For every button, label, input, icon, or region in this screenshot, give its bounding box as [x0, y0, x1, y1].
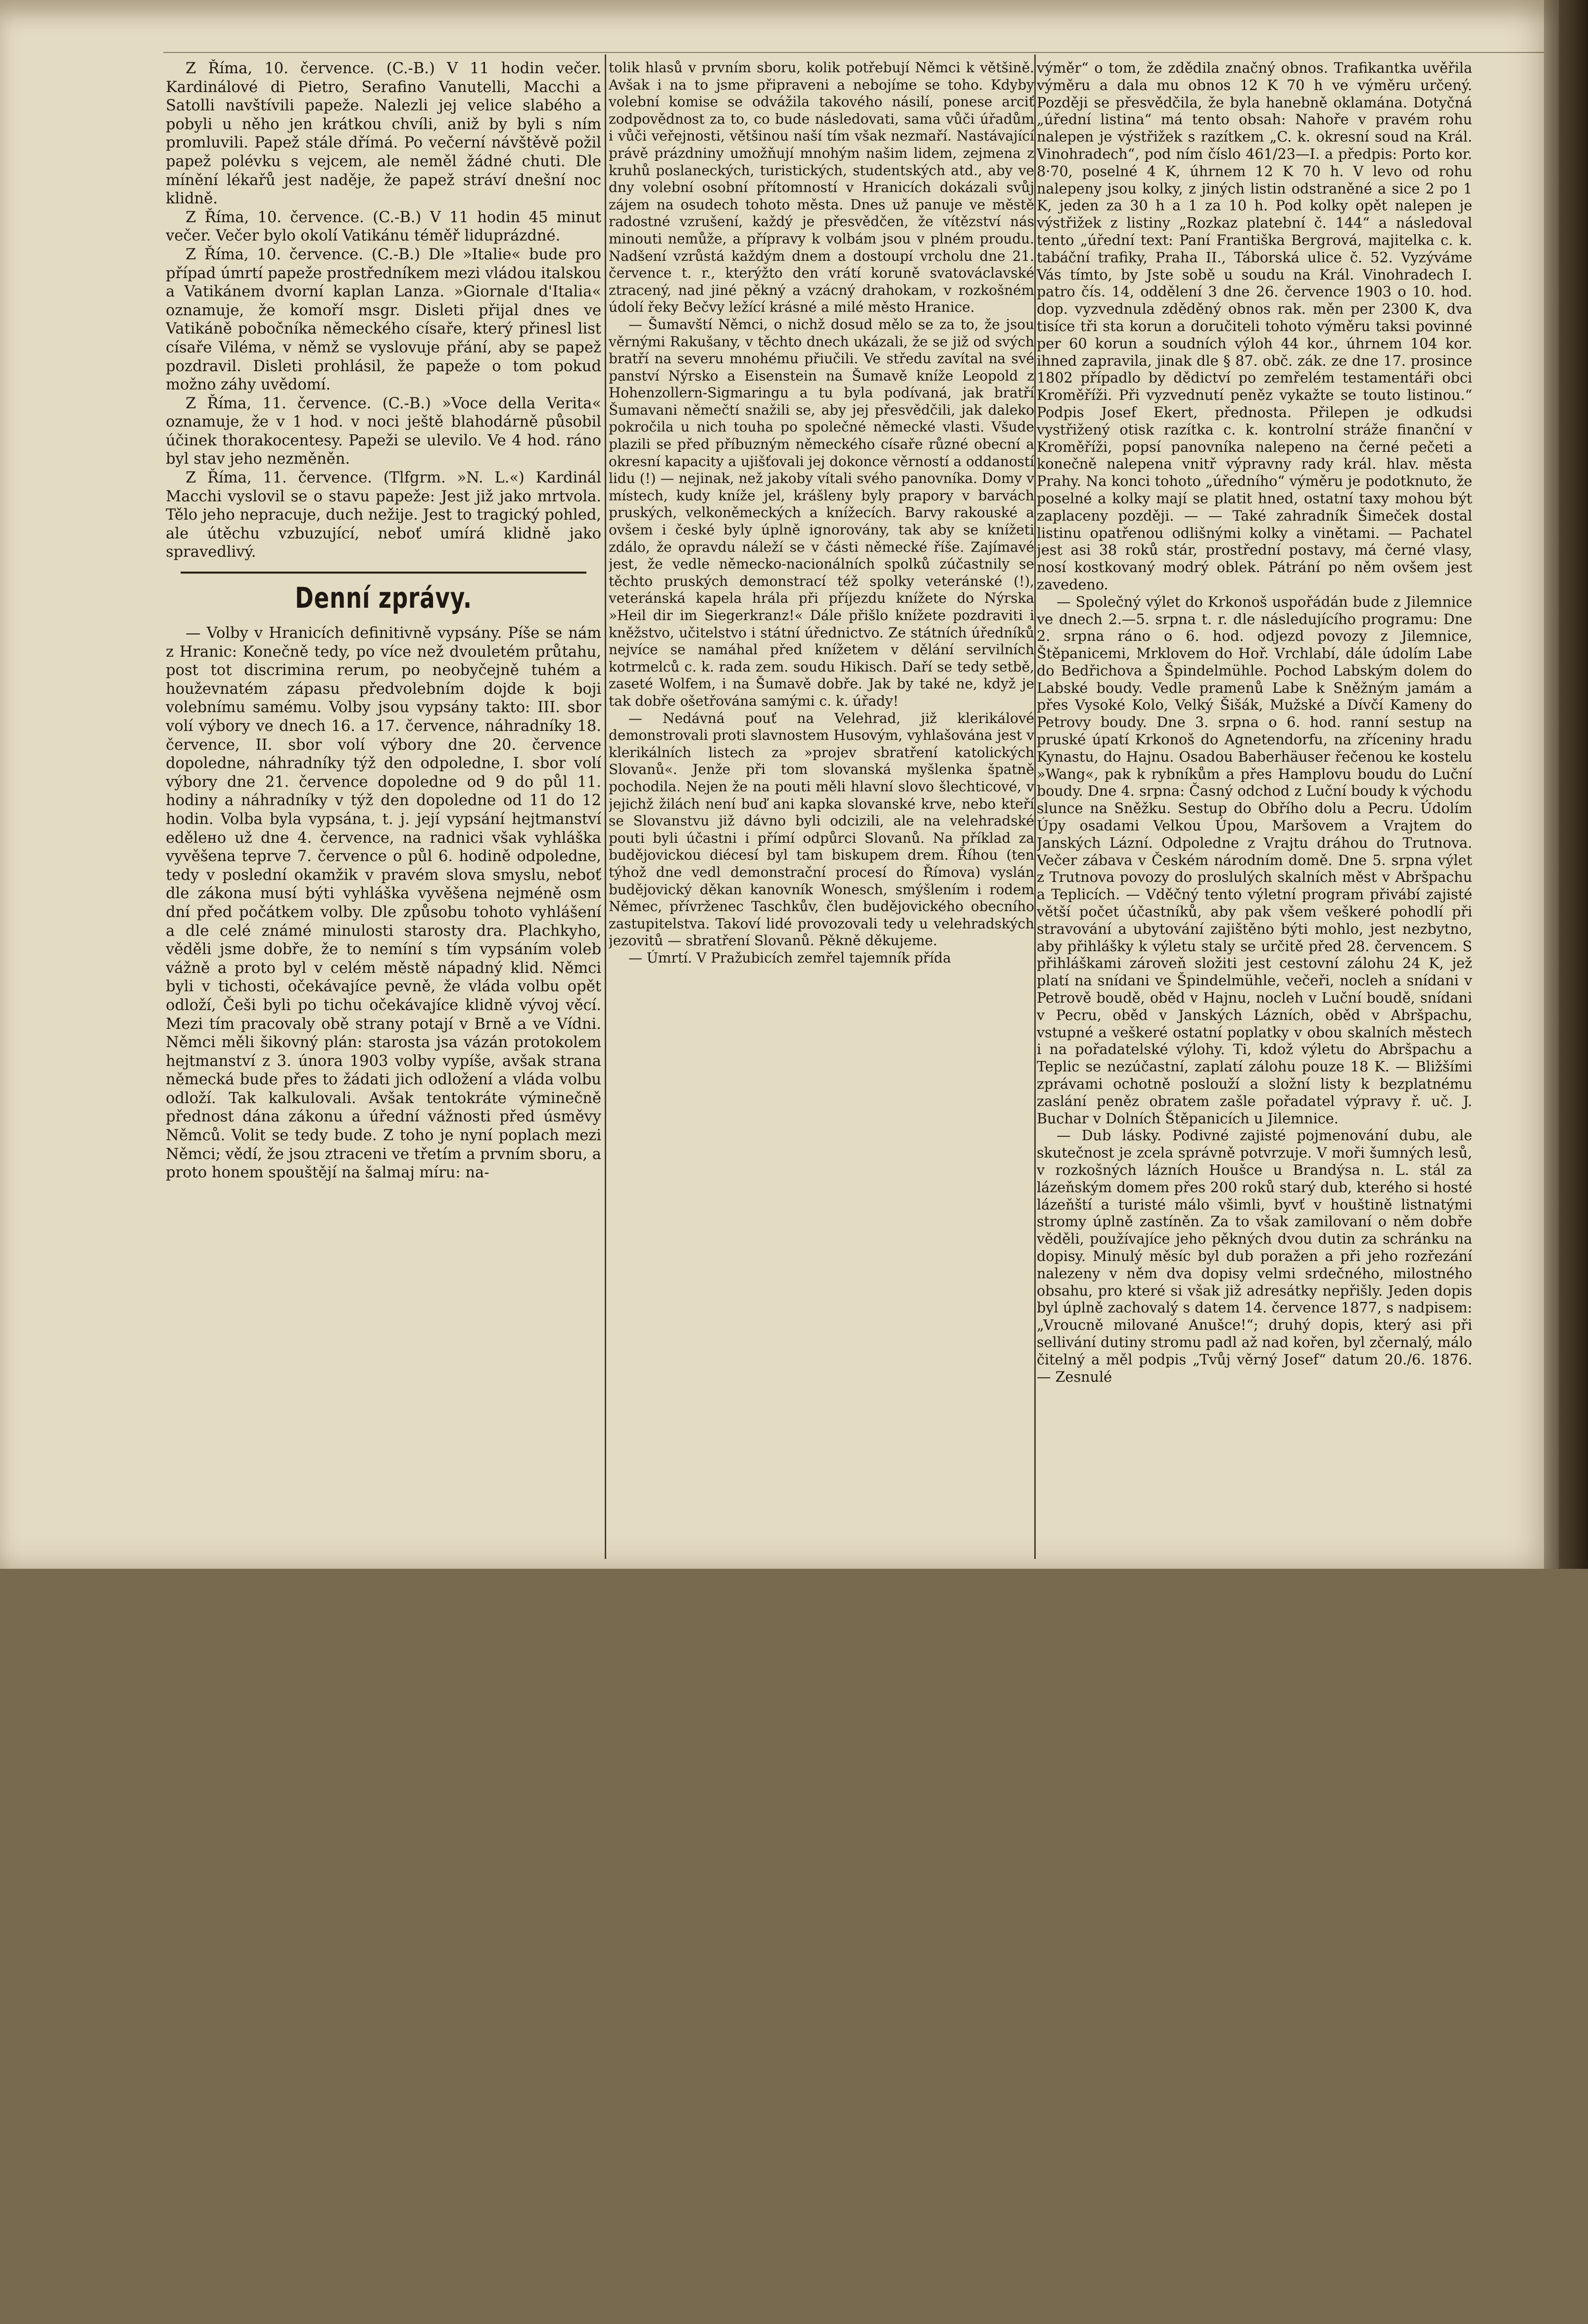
section-divider [181, 572, 586, 574]
header-rule [163, 52, 1544, 53]
column-divider-2 [1034, 54, 1036, 1559]
rome-report-4: Z Říma, 11. července. (C.-B.) »Voce della Verita« oznamuje, že v 1 hod. v noci ještě blahodárně působil účinek thorakocentesy. Papeži se ulevilo. Ve 4 hod. ráno byl stav jeho nezměněn. [166, 394, 601, 468]
news-item-death: — Úmrtí. V Pražubicích zemřel tajemník přída [628, 949, 951, 966]
news-item-continuation: tolik hlasů v prvním sboru, kolik potřebují Němci k většině. Avšak i na to jsme připraveni a nebojíme se toho. Kdyby volební komise se odvážila takového násilí, ponese arciť zodpovědnost za to, co bude následovati, sama vůči úřadům i vůči veřejnosti, většinou naší tím však nezmaří. Nastávající právě prázdniny umožňují mnohým našim lidem, zejmena z kruhů poslaneckých, turistických, studentských atd., aby ve dny volební osobní přítomností v Hranicích dokázali svůj zájem na osudech tohoto města. Dnes už panuje ve městě radostné vzrušení, každý je přesvědčen, že vítězství nás minouti nemůže, a přípravy k volbám jsou v plném proudu. Nadšení vzrůstá každým dnem a dostoupí vrcholu dne 21. července t. r., kterýžto den vrátí koruně svatováclavské ztracený, nad jiné pěkný a vzácný drahokam, v rozkošném údolí řeky Bečvy ležící krásné a milé město Hranice. [609, 59, 1034, 316]
column-3 [1037, 59, 1472, 1559]
news-item-hranice-elections: — Volby v Hranicích definitivně vypsány. Píše se nám z Hranic: Konečně tedy, po více než dvouletém průtahu, post tot discrimina rerum, po neobyčejně tuhém a houževnatém zápasu předvolebním dojde k boji volebnímu samému. Volby jsou vypsány takto: III. sbor volí výbory ve dnech 16. a 17. července, náhradníky 18. července, II. sbor volí výbory dne 20. července dopoledne, náhradníky týž den odpoledne, I. sbor volí výbory dne 21. července dopoledne od 9 do půl 11. hodiny a náhradníky v týž den dopoledne od 11 do 12 hodin. Volba byla vypsána, t. j. její vypsání hejtmanství edělено už dne 4. července, na radnici však vyhláška vyvěšena teprve 7. července o půl 6. hodině odpoledne, tedy v poslední okamžik v pravém slova smyslu, neboť dle zákona musí býti vyhláška vyvěšena nejméně osm dní před počátkem volby. Dle způsobu tohoto vyhlášení a dle celé známé minulosti starosty dra. Plachkyho, věděli jsme dobře, že to nemíní s tím vypsáním voleb vážně a proto byl v celém městě nápadný klid. Němci byli v tichosti, očekávajíce pevně, že vláda volbu opět odloží, Češi byli po tichu očekávajíce klidně vývoj věcí. Mezi tím pracovaly obě strany potají v Brně a ve Vídni. Němci měli šikovný plán: starosta jsa vázán protokolem hejtmanství z 3. února 1903 volby vypíše, avšak strana německá bude přes to žádati jich odložení a vláda volbu odloží. Tak kalkulovali. Avšak tentokráte výminečně přednost dána zákonu a úřední vážnosti před úsměvy Němců. Volit se tedy bude. Z toho je nyní poplach mezi Němci; vědí, že jsou ztraceni ve třetím a prvním sboru, a proto honem spouštějí na šalmaj míru: na- [166, 625, 601, 1182]
rome-report-1: Z Říma, 10. července. (C.-B.) V 11 hodin večer. Kardinálové di Pietro, Serafino Vanutelli, Macchi a Satolli navštívili papeže. Nalezli jej velice slabého a pobyli u něho jen krátkou chvíli, aniž by byli s ním promluvili. Papež stále dřímá. Po večerní návštěvě požil papež polévku s vejcem, ale neměl žádné chuti. Dle mínění lékařů jest naděje, že papež stráví dnešní noc klidně. [166, 60, 601, 208]
news-item-oak-of-love: — Dub lásky. Podivné zajisté pojmenování dubu, ale skutečnost je zcela správně potvrzuje. V moři šumných lesů, v rozkošných lázních Houšce u Brandýsa n. L. stál za lázeňským domem přes 200 roků starý dub, kterého si hosté lázeňští a turisté málo všimli, byvť v houštině listnatými stromy úplně zastíněn. Za to však zamilovaní o něm dobře věděli, používajíce jeho pěkných dvou dutin za schránku na dopisy. Minulý měsíc byl dub poražen a při jeho rozřezání nalezeny v něm dva dopisy velmi srdečného, milostného obsahu, pro které si však již adresátky nepřišly. Jeden dopis byl úplně zachovalý s datem 14. července 1877, s nadpisem: „Vroucně milované Anušce!“; druhý dopis, který asi při sellivání dutiny stromu padl až nad kořen, byl zčernalý, málo čitelný a měl podpis „Tvůj věrný Josef“ datum 20./6. 1876. — Zesnulé [1037, 1127, 1472, 1385]
news-item-krkonose-trip: — Společný výlet do Krkonoš uspořádán bude z Jilemnice ve dnech 2.—5. srpna t. r. dle následujícího programu: Dne 2. srpna ráno o 6. hod. odjezd povozy z Jilemnice, Štěpanicemi, Mrklovem do Hoř. Vrchlabí, dále údolím Labe do Bedřichova a Špindelmühle. Pochod Labským dolem do Labské boudy. Vedle pramenů Labe k Sněžným jamám a přes Vysoké Kolo, Velký Šišák, Mužské a Dívčí Kameny do Petrovy boudy. Dne 3. srpna o 6. hod. ranní sestup na pruské úpatí Krkonoš do Agnetendorfu, na zříceniny hradu Kynastu, do Hajnu. Osadou Baberhäuser řečenou ke kostelu »Wang«, pak k rybníkům a přes Hamplovu boudu do Luční boudy. Dne 4. srpna: Časný odchod z Luční boudy k východu slunce na Sněžku. Sestup do Obřího dolu a Pecru. Údolím Úpy osadami Velkou Úpou, Maršovem a Vrajtem do Janských Lázní. Odpoledne z Vrajtu dráhou do Trutnova. Večer zábava v Českém národním domě. Dne 5. srpna výlet z Trutnova povozy do proslulých skalních měst v Abršpachu a Teplicích. — Vděčný tento výletní program přivábí zajisté větší počet účastníků, aby pak všem veškeré pohodlí při stravování a ubytování zajištěno býti mohlo, jest nezbytno, aby přihlášky k výletu staly se určitě před 28. červencem. S přihláškami zároveň složiti jest cestovní zálohu 24 K, jež platí na snídani ve Špindelmühle, večeři, nocleh a snídani v Petrově boudě, oběd v Hajnu, nocleh v Luční boudě, snídani v Pecru, oběd v Janských Lázních, oběd v Abršpachu, vstupné a veškeré ostatní poplatky v obou skalních městech i na pořadatelské výlohy. Ti, kdož výletu do Abršpachu a Teplic se nezúčastní, zaplatí zálohu pouze 18 K. — Bližšími zprávami ochotně poslouží a složní listy k bezplatnému zaslání peněz obratem zašle pořadatel výpravy ř. uč. J. Buchar v Dolních Štěpanicích u Jilemnice. [1037, 593, 1472, 1127]
news-item-fraud-continuation: výměr“ o tom, že zdědila značný obnos. Trafikantka uvěřila výměru a dala mu obnos 12 K 70 h ve výměru určený. Později se přesvědčila, že byla hanebně oklamána. Dotyčná „úřední listina“ má tento obsah: Nahoře v pravém rohu nalepen je výstřižek s razítkem „C. k. okresní soud na Král. Vinohradech“, pod ním číslo 461/23—I. a předpis: Porto kor. 8·70, poselné 4 K, úhrnem 12 K 70 h. V levo od rohu nalepeny jsou kolky, z jiných listin odstraněné a sice 2 po 1 K, jeden za 30 h a 1 za 10 h. Pod kolky opět nalepen je výstřižek z listiny „Rozkaz platební č. 144“ a následoval tento „úřední text: Paní Františka Bergrová, majitelka c. k. tabáční trafiky, Praha II., Táborská ulice č. 52. Vyzýváme Vás tímto, by Jste sobě u soudu na Král. Vinohradech I. patro čís. 14, oddělení 3 dne 26. července 1903 o 10. hod. dop. vyzvednula zděděný obnos rak. měn per 2300 K, dva tisíce tři sta korun a doručiteli tohoto výměru taksi povinné per 60 korun a soudních výloh 44 kor., úhrnem 104 kor. ihned zapravila, jinak dle § 87. obč. zák. ze dne 17. prosince 1802 případlo by dědictví po zemřelém testamentáři obci Kroměříži. Při vyzvednutí peněz vykažte se touto listinou.“ Podpis Josef Ekert, přednosta. Přilepen je odkudsi vystřižený otisk razítka c. k. kontrolní stráže finanční v Kroměříži, popsí panovníka nalepeno na černé pečeti a konečně nalepena vnitř výpravny rady král. hlav. města Prahy. Na konci tohoto „úředního“ výměru je podotknuto, že poselné a kolky mají se platit hned, ostatní taxy mohou být zaplaceny později. — — Také zahradník Šimeček dostal listinu opatřenou odlišnými kolky a vinětami. — Pachatel jest asi 38 roků stár, prostřední postavy, má černé vlasy, nosí kostkovaný modrý oblek. Pátrání po něm ovšem jest zavedeno. [1037, 59, 1472, 593]
section-title: Denní zprávy. [295, 581, 472, 615]
rome-report-5: Z Říma, 11. července. (Tlfgrm. »N. L.«) Kardinál Macchi vyslovil se o stavu papeže: Jest již jako mrtvola. Tělo jeho nepracuje, duch nežije. Jest to tragický pohled, ale útěchu vzbuzující, neboť umírá klidně jako spravedlivý. [166, 469, 601, 561]
binding-shadow [1544, 0, 1588, 1569]
news-item-sumava-germans: — Šumavští Němci, o nichž dosud mělo se za to, že jsou věrnými Rakušany, v těchto dnech ukázali, že se již od svých bratří na severu mnohému přiučili. Ve středu zavítal na své panství Nýrsko a Eisenstein na Šumavě kníže Leopold z Hohenzollern-Sigmaringu a tu byla podívaná, jak bratří Šumavani němečtí snažili se, aby jej přesvědčili, jak daleko pokročila u nich touha po společné německé vlasti. Všude plazili se před příbuzným německého císaře různé obecní a okresní kapacity a ujišťovali jej dokonce věrností a oddaností lidu (!) — nejinak, než jakoby vítali svého panovníka. Domy v místech, kudy kníže jel, krášleny byly prapory v barvách pruských, velkoněmeckých a knížecích. Barvy rakouské a ovšem i české byly úplně ignorovány, tak aby se knížeti zdálo, že opravdu náleží se v části německé říše. Zajímavé jest, že vedle německo-nacionálních spolků zúčastnily se těchto pruských demonstrací též spolky veteránské (!), veteránská kapela hrála při příjezdu knížete do Nýrska »Heil dir im Siegerkranz!« Dále přišlo knížete pozdraviti i kněžstvo, učitelstvo i státní úřednictvo. Ze státních úředníků nejvíce se namáhal před knížetem v dělání servilních kotrmelců c. k. rada zem. soudu Hikisch. Daří se tedy setbě, zaseté Wolfem, i na Šumavě dobře. Jak by také ne, když je tak dobře ošetřována samými c. k. úřady! [609, 316, 1034, 709]
column-divider-1 [605, 54, 606, 1559]
rome-report-2: Z Říma, 10. července. (C.-B.) V 11 hodin 45 minut večer. Večer bylo okolí Vatikánu téměř liduprázdné. [166, 208, 601, 245]
column-1 [166, 59, 601, 1559]
column-2 [609, 59, 1034, 1559]
rome-report-3: Z Říma, 10. července. (C.-B.) Dle »Italie« bude pro případ úmrtí papeže prostředníkem mezi vládou italskou a Vatikánem dvorní kaplan Lanza. »Giornale d'Italia« oznamuje, že komoří msgr. Disleti přijal dnes ve Vatikáně pobočníka německého císaře, který přinesl list císaře Viléma, v němž se vyslovuje přání, aby se papež pozdravil. Disleti prohlásil, že papeže o tom pokud možno záhy uvědomí. [166, 245, 601, 394]
news-item-velehrad-pilgrimage: — Nedávná pouť na Velehrad, již klerikálové demonstrovali proti slavnostem Husovým, vyhlašována jest v klerikálních listech za »projev sbratření katolických Slovanů«. Jenže při tom slovanská myšlenka špatně pochodila. Nejen že na pouti měli hlavní slovo šlechticové, v jejichž žilách není buď ani kapka slovanské krve, nebo kteří se Slovanstvu již dávno byli odcizili, ale na velehradské pouti byli účastni i přímí odpůrci Slovanů. Na příklad za budějovickou diécesí byl tam biskupem drem. Říhou (ten týhož dne vedl demonstrační procesí do Římova) vyslán budějovický děkan kanovník Wonesch, smýšlením i rodem Němec, přívrženec Taschkův, člen budějovického obecního zastupitelstva. Takoví lidé provozovali tedy u velehradských jezovitů — sbratření Slovanů. Pěkně děkujeme. [609, 710, 1034, 949]
